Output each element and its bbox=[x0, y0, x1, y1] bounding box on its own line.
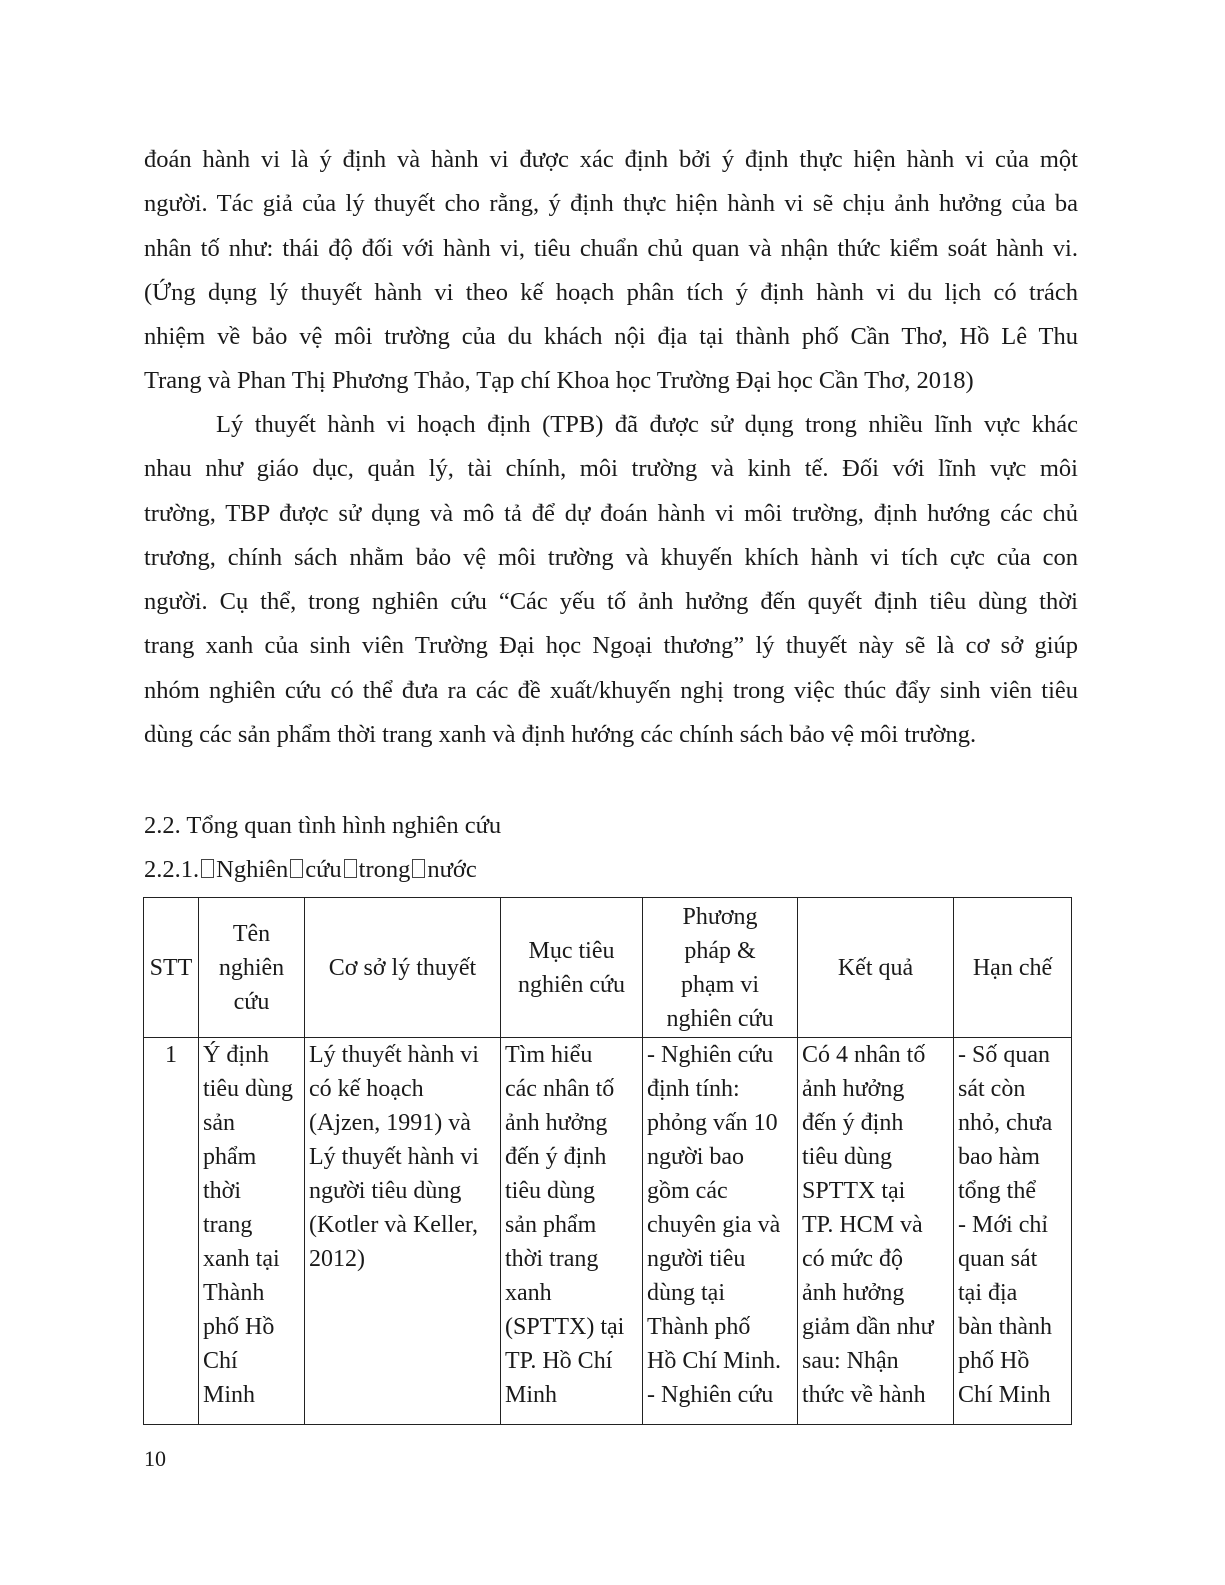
text-line: Trang và Phan Thị Phương Thảo, Tạp chí Khoa học Trường Đại học Cần Thơ, 2018) bbox=[144, 367, 974, 395]
header-cell-objective: Mục tiêu nghiên cứu bbox=[501, 898, 643, 1038]
header-cell-method: Phương pháp & phạm vi nghiên cứu bbox=[643, 898, 798, 1038]
text-line: người. Tác giả của lý thuyết cho rằng, ý định thực hiện hành vi sẽ chịu ảnh hưởng của ba bbox=[144, 190, 1078, 218]
header-cell-stt: STT bbox=[144, 898, 199, 1038]
text-line: dùng các sản phẩm thời trang xanh và định hướng các chính sách bảo vệ môi trường. bbox=[144, 721, 977, 749]
cell-stt: 1 bbox=[144, 1038, 199, 1425]
text-line: trang xanh của sinh viên Trường Đại học Ngoại thương” lý thuyết này sẽ là cơ sở giúp bbox=[144, 632, 1078, 660]
text-line: người. Cụ thể, trong nghiên cứu “Các yếu tố ảnh hưởng đến quyết định tiêu dùng thời bbox=[144, 588, 1078, 616]
header-cell-result: Kết quả bbox=[798, 898, 954, 1038]
missing-glyph-box bbox=[290, 859, 303, 878]
text-line: Lý thuyết hành vi hoạch định (TPB) đã được sử dụng trong nhiều lĩnh vực khác bbox=[216, 411, 1078, 438]
text-line: nhóm nghiên cứu có thể đưa ra các đề xuất/khuyến nghị trong việc thúc đẩy sinh viên tiêu bbox=[144, 676, 1078, 704]
table-header-row bbox=[144, 898, 1072, 1038]
cell-result: Có 4 nhân tố ảnh hưởng đến ý định tiêu dùng SPTTX tại TP. HCM và có mức độ ảnh hưởng giảm dần như sau: Nhận thức về hành bbox=[798, 1038, 954, 1425]
cell-study-name: Ý định tiêu dùng sản phẩm thời trang xanh tại Thành phố Hồ Chí Minh bbox=[199, 1038, 305, 1425]
text-line: trương, chính sách nhằm bảo vệ môi trường và khuyến khích hành vi tích cực của con bbox=[144, 543, 1078, 571]
paragraph-1 bbox=[144, 138, 1078, 404]
heading-word: Nghiên bbox=[216, 856, 289, 883]
section-heading-2-2-1 bbox=[144, 855, 477, 885]
header-cell-limitation: Hạn chế bbox=[954, 898, 1072, 1038]
section-heading-2-2: 2.2. Tổng quan tình hình nghiên cứu bbox=[144, 812, 502, 839]
missing-glyph-box bbox=[412, 859, 425, 878]
heading-word: trong bbox=[358, 856, 411, 883]
heading-word: nước bbox=[427, 856, 477, 883]
missing-glyph-box bbox=[201, 859, 214, 878]
table-row bbox=[144, 1038, 1072, 1425]
heading-word: cứu bbox=[305, 856, 342, 883]
header-cell-study-name: Tên nghiên cứu bbox=[199, 898, 305, 1038]
text-line: (Ứng dụng lý thuyết hành vi theo kế hoạch phân tích ý định hành vi du lịch có trách bbox=[144, 278, 1078, 306]
missing-glyph-box bbox=[344, 859, 357, 878]
text-line: trường, TBP được sử dụng và mô tả để dự đoán hành vi môi trường, định hướng các chủ bbox=[144, 499, 1078, 527]
text-line: nhiệm về bảo vệ môi trường của du khách nội địa tại thành phố Cần Thơ, Hồ Lê Thu bbox=[144, 323, 1078, 351]
text-line: nhân tố như: thái độ đối với hành vi, tiêu chuẩn chủ quan và nhận thức kiểm soát hành vi. bbox=[144, 234, 1078, 262]
header-cell-theory: Cơ sở lý thuyết bbox=[305, 898, 501, 1038]
heading-number: 2.2.1. bbox=[144, 856, 200, 883]
paragraph-2 bbox=[144, 403, 1078, 757]
research-review-table bbox=[143, 897, 1072, 1425]
page-number: 10 bbox=[144, 1446, 166, 1471]
cell-method: - Nghiên cứu định tính: phỏng vấn 10 người bao gồm các chuyên gia và người tiêu dùng tại Thành phố Hồ Chí Minh. - Nghiên cứu bbox=[643, 1038, 798, 1425]
text-line: nhau như giáo dục, quản lý, tài chính, môi trường và kinh tế. Đối với lĩnh vực môi bbox=[144, 455, 1078, 483]
cell-objective: Tìm hiểu các nhân tố ảnh hưởng đến ý định tiêu dùng sản phẩm thời trang xanh (SPTTX) tại TP. Hồ Chí Minh bbox=[501, 1038, 643, 1425]
cell-limitation: - Số quan sát còn nhỏ, chưa bao hàm tổng thể - Mới chỉ quan sát tại địa bàn thành phố Hồ Chí Minh bbox=[954, 1038, 1072, 1425]
text-line: đoán hành vi là ý định và hành vi được xác định bởi ý định thực hiện hành vi của một bbox=[144, 146, 1078, 173]
cell-theory: Lý thuyết hành vi có kế hoạch (Ajzen, 1991) và Lý thuyết hành vi người tiêu dùng (Kotler và Keller, 2012) bbox=[305, 1038, 501, 1425]
